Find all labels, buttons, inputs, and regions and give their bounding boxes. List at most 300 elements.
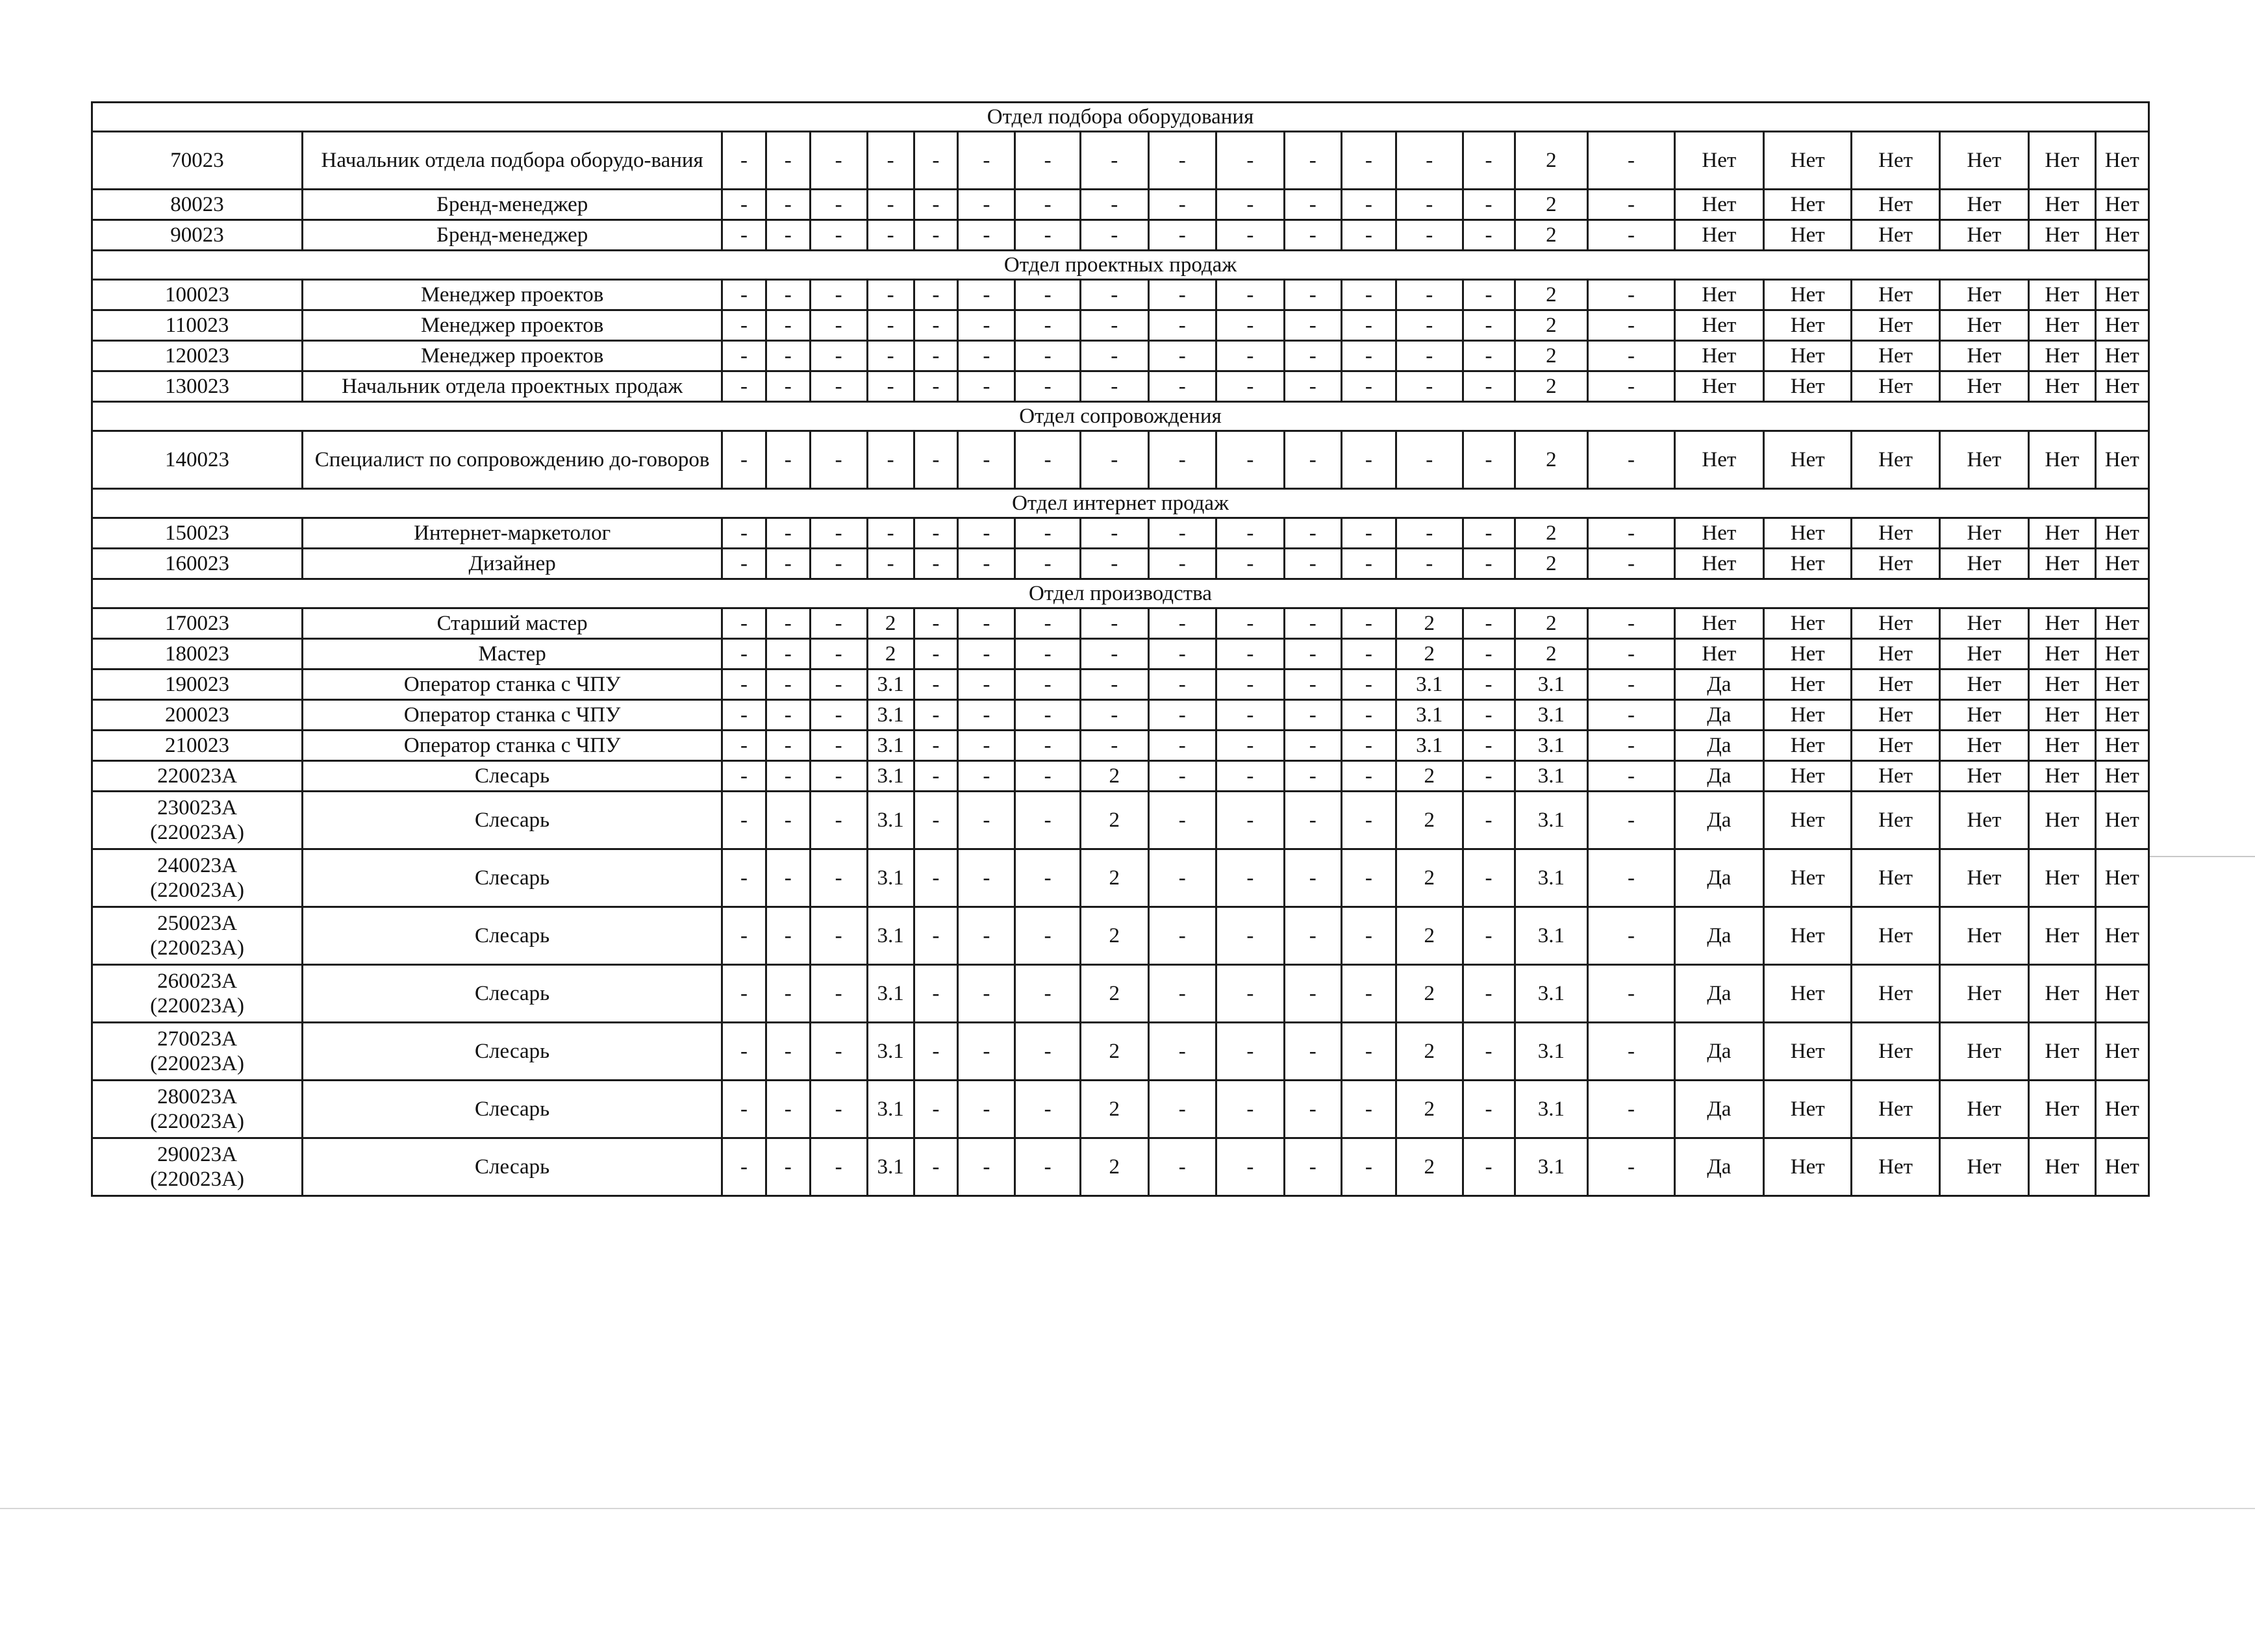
factor-class-cell: - [1284, 518, 1341, 549]
factor-class-cell: - [958, 907, 1015, 965]
yes-no-cell: Нет [1764, 1138, 1852, 1196]
yes-no-cell: Нет [1939, 792, 2028, 849]
factor-class-cell: - [1284, 965, 1341, 1023]
factor-class-cell: - [1216, 849, 1285, 907]
factor-class-cell: - [810, 220, 867, 251]
factor-class-cell: - [867, 280, 914, 310]
yes-no-cell: Нет [1939, 731, 2028, 761]
factor-class-cell: - [1015, 220, 1081, 251]
factor-class-cell: - [810, 518, 867, 549]
factor-class-cell: - [1080, 608, 1148, 639]
factor-class-cell: - [1015, 965, 1081, 1023]
factor-class-cell: - [1216, 518, 1285, 549]
table-row [92, 1081, 2149, 1138]
factor-class-cell: - [1284, 700, 1341, 731]
position-title: Интернет-маркетолог [303, 518, 722, 549]
yes-no-cell: Нет [1852, 310, 1939, 341]
factor-class-cell: - [810, 1023, 867, 1081]
factor-class-cell: - [766, 431, 810, 489]
factor-class-cell: - [1463, 608, 1515, 639]
factor-class-cell: - [958, 965, 1015, 1023]
factor-class-cell: - [722, 549, 766, 579]
factor-class-cell: - [1148, 280, 1216, 310]
position-title: Слесарь [303, 1081, 722, 1138]
yes-no-cell: Нет [1764, 792, 1852, 849]
factor-class-cell: - [1588, 700, 1674, 731]
factor-class-cell: - [1588, 310, 1674, 341]
factor-class-cell: - [1148, 220, 1216, 251]
yes-no-cell: Нет [2029, 792, 2096, 849]
factor-class-cell: - [958, 310, 1015, 341]
factor-class-cell: - [722, 792, 766, 849]
yes-no-cell: Нет [2029, 431, 2096, 489]
yes-no-cell: Да [1674, 1081, 1763, 1138]
yes-no-cell: Нет [1674, 190, 1763, 220]
yes-no-cell: Нет [2095, 431, 2148, 489]
factor-class-cell: 3.1 [1515, 1081, 1588, 1138]
factor-class-cell: - [1148, 1081, 1216, 1138]
yes-no-cell: Да [1674, 849, 1763, 907]
factor-class-cell: 2 [1080, 965, 1148, 1023]
yes-no-cell: Нет [1852, 907, 1939, 965]
factor-class-cell: - [722, 431, 766, 489]
factor-class-cell: - [766, 608, 810, 639]
section-title: Отдел интернет продаж [92, 489, 2149, 518]
factor-class-cell: 2 [1515, 220, 1588, 251]
factor-class-cell: - [1588, 549, 1674, 579]
section-header-row [92, 402, 2149, 431]
section-title: Отдел проектных продаж [92, 251, 2149, 280]
yes-no-cell: Нет [1852, 1138, 1939, 1196]
yes-no-cell: Нет [1674, 549, 1763, 579]
factor-class-cell: - [1588, 1081, 1674, 1138]
yes-no-cell: Нет [1939, 220, 2028, 251]
yes-no-cell: Нет [2029, 220, 2096, 251]
factor-class-cell: 2 [1515, 431, 1588, 489]
yes-no-cell: Нет [1852, 431, 1939, 489]
factor-class-cell: - [766, 341, 810, 371]
factor-class-cell: - [1015, 849, 1081, 907]
yes-no-cell: Да [1674, 1023, 1763, 1081]
factor-class-cell: - [1080, 190, 1148, 220]
factor-class-cell: - [958, 190, 1015, 220]
factor-class-cell: - [1463, 431, 1515, 489]
scan-edge-line [0, 1508, 2255, 1509]
factor-class-cell: - [1463, 220, 1515, 251]
factor-class-cell: - [722, 190, 766, 220]
factor-class-cell: - [1148, 371, 1216, 402]
factor-class-cell: - [1396, 518, 1463, 549]
factor-class-cell: - [766, 849, 810, 907]
factor-class-cell: - [766, 190, 810, 220]
factor-class-cell: - [1015, 792, 1081, 849]
factor-class-cell: - [810, 849, 867, 907]
factor-class-cell: - [1080, 518, 1148, 549]
factor-class-cell: - [1588, 639, 1674, 670]
factor-class-cell: 3.1 [867, 849, 914, 907]
factor-class-cell: - [1284, 190, 1341, 220]
workplace-number-cell [92, 190, 303, 220]
table-row [92, 310, 2149, 341]
factor-class-cell: - [1080, 132, 1148, 190]
yes-no-cell: Нет [2095, 1081, 2148, 1138]
yes-no-cell: Нет [1764, 190, 1852, 220]
workplace-number-cell [92, 608, 303, 639]
analog-workplace-number: (220023А) [150, 994, 244, 1018]
workplace-number-cell [92, 700, 303, 731]
factor-class-cell: - [810, 761, 867, 792]
factor-class-cell: - [766, 549, 810, 579]
factor-class-cell: - [1148, 518, 1216, 549]
factor-class-cell: - [1148, 670, 1216, 700]
table-row [92, 965, 2149, 1023]
table-row [92, 1138, 2149, 1196]
yes-no-cell: Нет [1764, 849, 1852, 907]
factor-class-cell: - [810, 670, 867, 700]
factor-class-cell: - [958, 792, 1015, 849]
factor-class-cell: - [958, 518, 1015, 549]
yes-no-cell: Нет [2029, 761, 2096, 792]
factor-class-cell: - [1284, 731, 1341, 761]
table-row [92, 639, 2149, 670]
yes-no-cell: Нет [1939, 907, 2028, 965]
factor-class-cell: - [722, 132, 766, 190]
factor-class-cell: - [1080, 670, 1148, 700]
yes-no-cell: Нет [2095, 341, 2148, 371]
yes-no-cell: Нет [1764, 761, 1852, 792]
factor-class-cell: - [914, 1138, 958, 1196]
factor-class-cell: - [1463, 907, 1515, 965]
workplace-number-cell [92, 341, 303, 371]
yes-no-cell: Да [1674, 792, 1763, 849]
factor-class-cell: - [1148, 965, 1216, 1023]
yes-no-cell: Нет [1674, 280, 1763, 310]
workplace-number: 190023 [165, 673, 230, 696]
factor-class-cell: 2 [1080, 792, 1148, 849]
yes-no-cell: Да [1674, 731, 1763, 761]
position-title: Старший мастер [303, 608, 722, 639]
yes-no-cell: Нет [1852, 190, 1939, 220]
table-row [92, 1023, 2149, 1081]
yes-no-cell: Нет [1939, 310, 2028, 341]
factor-class-cell: - [766, 1138, 810, 1196]
factor-class-cell: - [1216, 280, 1285, 310]
factor-class-cell: - [1015, 371, 1081, 402]
factor-class-cell: - [1080, 310, 1148, 341]
factor-class-cell: - [766, 310, 810, 341]
yes-no-cell: Нет [2095, 310, 2148, 341]
yes-no-cell: Нет [1852, 549, 1939, 579]
factor-class-cell: - [722, 608, 766, 639]
factor-class-cell: - [1396, 431, 1463, 489]
factor-class-cell: - [1341, 670, 1396, 700]
factor-class-cell: - [958, 371, 1015, 402]
factor-class-cell: 3.1 [867, 761, 914, 792]
yes-no-cell: Нет [2095, 518, 2148, 549]
factor-class-cell: - [722, 518, 766, 549]
factor-class-cell: - [1396, 310, 1463, 341]
yes-no-cell: Да [1674, 965, 1763, 1023]
factor-class-cell: 2 [1396, 792, 1463, 849]
factor-class-cell: - [1284, 220, 1341, 251]
yes-no-cell: Нет [1939, 280, 2028, 310]
factor-class-cell: - [722, 341, 766, 371]
table-row [92, 608, 2149, 639]
factor-class-cell: - [810, 1138, 867, 1196]
factor-class-cell: - [1148, 731, 1216, 761]
factor-class-cell: - [1463, 1023, 1515, 1081]
yes-no-cell: Нет [1939, 518, 2028, 549]
factor-class-cell: - [1463, 341, 1515, 371]
yes-no-cell: Нет [1764, 518, 1852, 549]
factor-class-cell: - [810, 310, 867, 341]
yes-no-cell: Нет [1764, 907, 1852, 965]
factor-class-cell: - [1015, 731, 1081, 761]
table-row [92, 700, 2149, 731]
yes-no-cell: Да [1674, 907, 1763, 965]
yes-no-cell: Нет [2095, 1023, 2148, 1081]
factor-class-cell: - [766, 280, 810, 310]
workplace-number-cell [92, 549, 303, 579]
yes-no-cell: Нет [1939, 549, 2028, 579]
factor-class-cell: - [1015, 132, 1081, 190]
position-title: Начальник отдела подбора оборудо-вания [303, 132, 722, 190]
factor-class-cell: - [1341, 1081, 1396, 1138]
factor-class-cell: - [1284, 670, 1341, 700]
factor-class-cell: - [1341, 280, 1396, 310]
factor-class-cell: - [1015, 608, 1081, 639]
factor-class-cell: - [1396, 190, 1463, 220]
factor-class-cell: - [1341, 965, 1396, 1023]
factor-class-cell: - [1396, 280, 1463, 310]
section-header-row [92, 251, 2149, 280]
factor-class-cell: - [1463, 792, 1515, 849]
yes-no-cell: Нет [1852, 518, 1939, 549]
factor-class-cell: - [1463, 1081, 1515, 1138]
workplace-number: 270023А [157, 1027, 237, 1051]
workplace-number: 140023 [165, 448, 230, 471]
factor-class-cell: - [1284, 849, 1341, 907]
factor-class-cell: - [1148, 190, 1216, 220]
yes-no-cell: Нет [2095, 132, 2148, 190]
factor-class-cell: - [914, 549, 958, 579]
factor-class-cell: 3.1 [867, 731, 914, 761]
factor-class-cell: - [914, 518, 958, 549]
factor-class-cell: 2 [1515, 190, 1588, 220]
factor-class-cell: - [1463, 700, 1515, 731]
factor-class-cell: 2 [1080, 1081, 1148, 1138]
yes-no-cell: Нет [2095, 220, 2148, 251]
factor-class-cell: 2 [1080, 849, 1148, 907]
factor-class-cell: 2 [1396, 608, 1463, 639]
position-title: Менеджер проектов [303, 310, 722, 341]
yes-no-cell: Нет [2095, 608, 2148, 639]
yes-no-cell: Нет [1674, 310, 1763, 341]
factor-class-cell: - [1396, 132, 1463, 190]
yes-no-cell: Нет [2095, 849, 2148, 907]
yes-no-cell: Нет [1764, 608, 1852, 639]
factor-class-cell: - [1284, 341, 1341, 371]
yes-no-cell: Нет [1939, 849, 2028, 907]
yes-no-cell: Нет [1939, 1081, 2028, 1138]
factor-class-cell: - [810, 190, 867, 220]
workplace-number: 230023А [157, 796, 237, 820]
yes-no-cell: Нет [2029, 608, 2096, 639]
factor-class-cell: - [1341, 608, 1396, 639]
factor-class-cell: - [1284, 132, 1341, 190]
yes-no-cell: Нет [2095, 670, 2148, 700]
yes-no-cell: Нет [1852, 608, 1939, 639]
factor-class-cell: - [1463, 371, 1515, 402]
factor-class-cell: - [1463, 518, 1515, 549]
factor-class-cell: - [1396, 549, 1463, 579]
yes-no-cell: Нет [1939, 341, 2028, 371]
factor-class-cell: - [914, 132, 958, 190]
factor-class-cell: 2 [1396, 639, 1463, 670]
factor-class-cell: - [1588, 849, 1674, 907]
factor-class-cell: - [1588, 220, 1674, 251]
factor-class-cell: - [1396, 341, 1463, 371]
table-row [92, 341, 2149, 371]
workplace-number: 180023 [165, 642, 230, 666]
position-title: Менеджер проектов [303, 280, 722, 310]
factor-class-cell: - [1341, 849, 1396, 907]
factor-class-cell: - [914, 190, 958, 220]
factor-class-cell: - [766, 792, 810, 849]
factor-class-cell: - [1284, 1138, 1341, 1196]
factor-class-cell: - [1341, 132, 1396, 190]
yes-no-cell: Нет [1852, 371, 1939, 402]
factor-class-cell: 2 [1396, 965, 1463, 1023]
yes-no-cell: Нет [1939, 670, 2028, 700]
yes-no-cell: Нет [2095, 761, 2148, 792]
yes-no-cell: Нет [1939, 700, 2028, 731]
yes-no-cell: Нет [1674, 341, 1763, 371]
analog-workplace-number: (220023А) [150, 821, 244, 844]
position-title: Слесарь [303, 1138, 722, 1196]
factor-class-cell: - [766, 1081, 810, 1138]
factor-class-cell: - [766, 761, 810, 792]
factor-class-cell: - [958, 670, 1015, 700]
factor-class-cell: 3.1 [1515, 761, 1588, 792]
factor-class-cell: - [1588, 670, 1674, 700]
factor-class-cell: 2 [1515, 371, 1588, 402]
yes-no-cell: Нет [2095, 731, 2148, 761]
table-row [92, 132, 2149, 190]
factor-class-cell: - [867, 431, 914, 489]
factor-class-cell: - [722, 670, 766, 700]
factor-class-cell: 3.1 [1515, 965, 1588, 1023]
factor-class-cell: - [1216, 1023, 1285, 1081]
yes-no-cell: Нет [2029, 731, 2096, 761]
analog-workplace-number: (220023А) [150, 1110, 244, 1133]
factor-class-cell: - [1015, 1023, 1081, 1081]
factor-class-cell: - [867, 220, 914, 251]
factor-class-cell: - [766, 670, 810, 700]
workplace-number: 260023А [157, 970, 237, 993]
factor-class-cell: 3.1 [867, 700, 914, 731]
factor-class-cell: - [958, 1138, 1015, 1196]
factor-class-cell: - [1148, 1138, 1216, 1196]
table-row [92, 549, 2149, 579]
yes-no-cell: Нет [1852, 280, 1939, 310]
factor-class-cell: - [1216, 731, 1285, 761]
factor-class-cell: - [914, 670, 958, 700]
position-title: Бренд-менеджер [303, 190, 722, 220]
table-row [92, 190, 2149, 220]
factor-class-cell: - [810, 549, 867, 579]
factor-class-cell: - [722, 1081, 766, 1138]
factor-class-cell: 2 [1515, 132, 1588, 190]
yes-no-cell: Нет [2029, 341, 2096, 371]
position-title: Слесарь [303, 849, 722, 907]
factor-class-cell: - [914, 280, 958, 310]
yes-no-cell: Нет [1674, 518, 1763, 549]
yes-no-cell: Нет [1852, 965, 1939, 1023]
factor-class-cell: - [766, 731, 810, 761]
factor-class-cell: - [1080, 220, 1148, 251]
factor-class-cell: - [1341, 1023, 1396, 1081]
factor-class-cell: - [810, 132, 867, 190]
table-row [92, 761, 2149, 792]
position-title: Слесарь [303, 792, 722, 849]
yes-no-cell: Нет [1939, 431, 2028, 489]
factor-class-cell: - [914, 310, 958, 341]
factor-class-cell: - [1284, 608, 1341, 639]
factor-class-cell: - [914, 371, 958, 402]
yes-no-cell: Нет [2095, 907, 2148, 965]
factor-class-cell: - [1341, 761, 1396, 792]
workplace-number-cell [92, 132, 303, 190]
yes-no-cell: Нет [1852, 761, 1939, 792]
factor-class-cell: 2 [1080, 1023, 1148, 1081]
factor-class-cell: - [766, 907, 810, 965]
factor-class-cell: - [1284, 431, 1341, 489]
factor-class-cell: - [1015, 1081, 1081, 1138]
factor-class-cell: - [1588, 792, 1674, 849]
yes-no-cell: Нет [1764, 371, 1852, 402]
factor-class-cell: - [810, 965, 867, 1023]
factor-class-cell: - [1148, 310, 1216, 341]
factor-class-cell: 2 [1080, 761, 1148, 792]
factor-class-cell: - [1588, 907, 1674, 965]
factor-class-cell: - [1148, 849, 1216, 907]
yes-no-cell: Нет [1764, 965, 1852, 1023]
yes-no-cell: Нет [2029, 1081, 2096, 1138]
factor-class-cell: 3.1 [1515, 849, 1588, 907]
factor-class-cell: - [1015, 549, 1081, 579]
yes-no-cell: Нет [1852, 731, 1939, 761]
workplace-number-cell [92, 310, 303, 341]
factor-class-cell: - [1015, 280, 1081, 310]
yes-no-cell: Нет [1764, 280, 1852, 310]
workplace-number: 130023 [165, 375, 230, 398]
yes-no-cell: Нет [1852, 670, 1939, 700]
factor-class-cell: 2 [1396, 907, 1463, 965]
factor-class-cell: - [810, 280, 867, 310]
position-title: Слесарь [303, 965, 722, 1023]
workplace-assessment-table [91, 101, 2150, 1197]
workplace-number: 220023А [157, 764, 237, 788]
workplace-number-cell [92, 518, 303, 549]
factor-class-cell: - [1341, 792, 1396, 849]
workplace-number-cell [92, 1081, 303, 1138]
factor-class-cell: - [1080, 731, 1148, 761]
factor-class-cell: - [1463, 280, 1515, 310]
factor-class-cell: - [1588, 341, 1674, 371]
factor-class-cell: - [914, 761, 958, 792]
factor-class-cell: - [1284, 549, 1341, 579]
